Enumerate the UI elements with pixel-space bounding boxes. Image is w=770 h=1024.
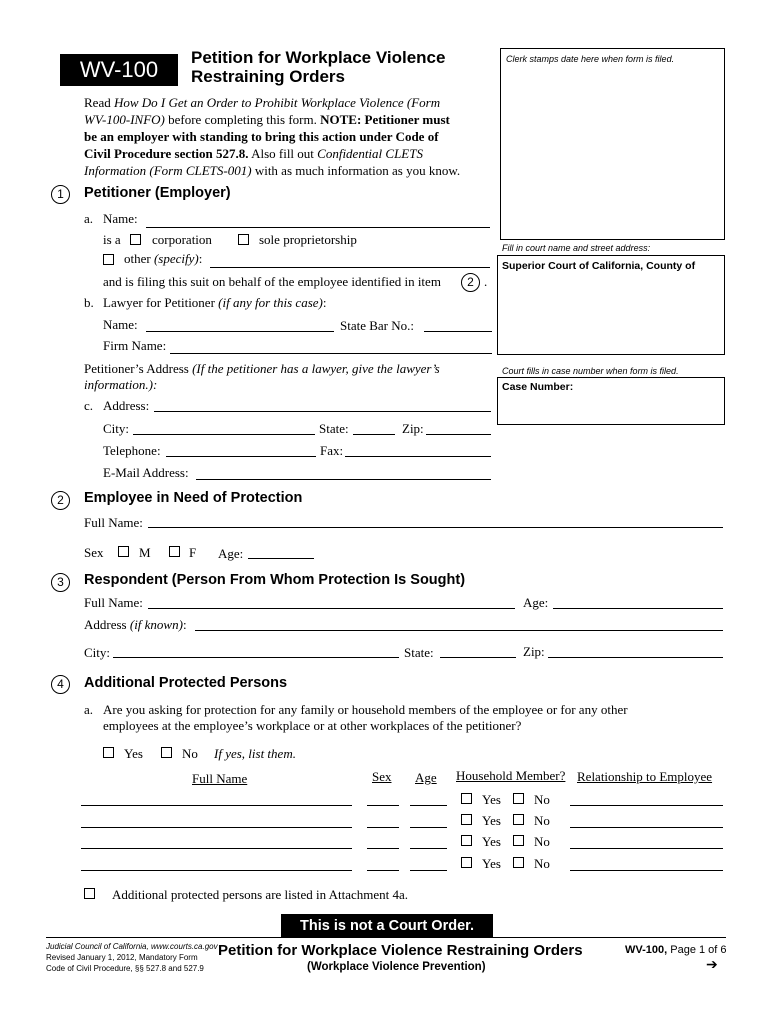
s4-attachment-label: Additional protected persons are listed in Attachment 4a. xyxy=(112,887,409,902)
footer-council: Judicial Council of California, www.courts.ca.gov xyxy=(46,942,218,951)
s1-sole-proprietorship-checkbox[interactable] xyxy=(238,234,249,245)
s3-state-field[interactable] xyxy=(440,644,516,658)
s4-row-name-field[interactable] xyxy=(81,857,352,871)
s1-address-field[interactable] xyxy=(154,398,491,412)
s1-email-field[interactable] xyxy=(196,466,491,480)
court-name-label: Superior Court of California, County of xyxy=(502,260,696,272)
s4-no-checkbox[interactable] xyxy=(161,747,172,758)
s4-row-yes-checkbox[interactable] xyxy=(461,793,472,804)
s4-row-yes-checkbox[interactable] xyxy=(461,835,472,846)
s4-row-yes-label: Yes xyxy=(482,834,501,849)
form-title-line2: Restraining Orders xyxy=(191,67,345,86)
s4-no-label: No xyxy=(182,746,198,761)
s1-fax-field[interactable] xyxy=(345,443,491,457)
s4-col-relationship: Relationship to Employee xyxy=(577,769,713,784)
s4-row-no-label: No xyxy=(534,792,550,807)
s3-city-field[interactable] xyxy=(113,644,399,658)
section3-title: Respondent (Person From Whom Protection Is Sought) xyxy=(84,572,466,588)
form-id-badge: WV-100 xyxy=(60,54,178,86)
section2-title: Employee in Need of Protection xyxy=(84,490,303,506)
s4-attachment-checkbox[interactable] xyxy=(84,888,95,899)
s1-address-intro-line1: Petitioner’s Address (If the petitioner has a lawyer, give the lawyer’s xyxy=(84,361,440,376)
next-page-arrow-icon[interactable]: ➔ xyxy=(706,956,718,972)
s3-state-label: State: xyxy=(404,645,434,660)
s1-telephone-field[interactable] xyxy=(166,443,316,457)
s4-row-name-field[interactable] xyxy=(81,792,352,806)
s1-name-field[interactable] xyxy=(146,214,490,228)
s3-age-field[interactable] xyxy=(553,595,723,609)
s1-name-label: Name: xyxy=(103,211,138,226)
s4-row-sex-field[interactable] xyxy=(367,835,399,849)
s1-lawyer-name-field[interactable] xyxy=(146,318,334,332)
s2-full-name-label: Full Name: xyxy=(84,515,143,530)
intro-line5: Information (Form CLETS-001) with as much information as you know. xyxy=(84,163,461,178)
s4-row-no-checkbox[interactable] xyxy=(513,814,524,825)
s1-firm-name-field[interactable] xyxy=(170,340,492,354)
s4-question-line2: employees at the employee’s workplace or at other workplaces of the petitioner? xyxy=(103,718,522,733)
s1-lawyer-label: Lawyer for Petitioner (if any for this case): xyxy=(103,295,327,310)
s4-row-name-field[interactable] xyxy=(81,835,352,849)
s4-row-yes-checkbox[interactable] xyxy=(461,814,472,825)
s2-full-name-field[interactable] xyxy=(148,514,723,528)
s1-state-field[interactable] xyxy=(353,421,395,435)
s1-other-label: other (specify): xyxy=(124,251,203,266)
s3-zip-field[interactable] xyxy=(548,644,723,658)
section1-number: 1 xyxy=(51,185,70,204)
intro-line4: Civil Procedure section 527.8. Also fill out Confidential CLETS xyxy=(84,146,423,161)
s3-full-name-field[interactable] xyxy=(148,595,515,609)
footer-revised: Revised January 1, 2012, Mandatory Form xyxy=(46,953,198,962)
s4-row-yes-checkbox[interactable] xyxy=(461,857,472,868)
s1-zip-label: Zip: xyxy=(402,421,424,436)
s4-question-line1: Are you asking for protection for any family or household members of the employee or for any other xyxy=(103,702,628,717)
section2-number: 2 xyxy=(51,491,70,510)
case-number-label: Case Number: xyxy=(502,381,574,393)
s4-row-sex-field[interactable] xyxy=(367,814,399,828)
s3-address-field[interactable] xyxy=(195,617,723,631)
s4-row-no-label: No xyxy=(534,813,550,828)
s4-row-no-label: No xyxy=(534,834,550,849)
s4-row-no-label: No xyxy=(534,856,550,871)
court-name-hint: Fill in court name and street address: xyxy=(502,243,651,253)
footer-subtitle: (Workplace Violence Prevention) xyxy=(307,961,486,973)
s4-col-household: Household Member? xyxy=(456,768,566,783)
s2-age-label: Age: xyxy=(218,546,244,561)
clerk-stamp-box xyxy=(500,48,725,240)
s1-corporation-checkbox[interactable] xyxy=(130,234,141,245)
s2-male-label: M xyxy=(139,545,151,560)
s4-if-yes: If yes, list them. xyxy=(214,746,296,761)
s2-female-label: F xyxy=(189,545,197,560)
s4-row-no-checkbox[interactable] xyxy=(513,835,524,846)
s4-row-relationship-field[interactable] xyxy=(570,857,723,871)
s1-telephone-label: Telephone: xyxy=(103,443,161,458)
footer-code: Code of Civil Procedure, §§ 527.8 and 527.9 xyxy=(46,964,204,973)
s2-female-checkbox[interactable] xyxy=(169,546,180,557)
s4-row-sex-field[interactable] xyxy=(367,857,399,871)
s4-row-no-checkbox[interactable] xyxy=(513,857,524,868)
s4-col-age: Age xyxy=(415,770,437,785)
s1-address-label: Address: xyxy=(103,398,150,413)
section4-number: 4 xyxy=(51,675,70,694)
s1-address-intro-line2: information.): xyxy=(84,377,158,392)
s4-yes-label: Yes xyxy=(124,746,143,761)
s4-row-relationship-field[interactable] xyxy=(570,792,723,806)
s4-row-yes-label: Yes xyxy=(482,813,501,828)
case-number-hint: Court fills in case number when form is filed. xyxy=(502,366,679,376)
s4-row-relationship-field[interactable] xyxy=(570,835,723,849)
s3-zip-label: Zip: xyxy=(523,644,545,659)
s1a-label: a. xyxy=(84,211,94,226)
s4-yes-checkbox[interactable] xyxy=(103,747,114,758)
s1-corporation-label: corporation xyxy=(152,232,212,247)
s1-sole-proprietorship-label: sole proprietorship xyxy=(259,232,357,247)
clerk-stamp-hint: Clerk stamps date here when form is filed. xyxy=(506,54,675,64)
s1-filing-text: and is filing this suit on behalf of the employee identified in item xyxy=(103,274,441,289)
s1-firm-name-label: Firm Name: xyxy=(103,338,167,353)
footer-page: WV-100, Page 1 of 6 xyxy=(625,944,727,956)
s4a-label: a. xyxy=(84,702,94,717)
s1-other-checkbox[interactable] xyxy=(103,254,114,265)
footer-title: Petition for Workplace Violence Restraining Orders xyxy=(218,942,583,959)
footer-rule xyxy=(46,937,726,938)
s2-age-field[interactable] xyxy=(248,545,314,559)
s4-row-relationship-field[interactable] xyxy=(570,814,723,828)
s4-col-full-name: Full Name xyxy=(192,771,248,786)
s1-state-bar-label: State Bar No.: xyxy=(340,318,415,333)
s1-lawyer-name-label: Name: xyxy=(103,317,138,332)
intro-line1: Read How Do I Get an Order to Prohibit Workplace Violence (Form xyxy=(84,95,441,110)
s1b-label: b. xyxy=(84,295,94,310)
s2-male-checkbox[interactable] xyxy=(118,546,129,557)
s3-age-label: Age: xyxy=(523,595,549,610)
s4-col-sex: Sex xyxy=(372,769,392,784)
s4-row-name-field[interactable] xyxy=(81,814,352,828)
s1-is-a: is a xyxy=(103,232,121,247)
s1-item-ref: 2 xyxy=(461,273,480,292)
s1-email-label: E-Mail Address: xyxy=(103,465,189,480)
intro-line2: WV-100-INFO) before completing this form. NOTE: Petitioner must xyxy=(84,112,450,127)
intro-line3: be an employer with standing to bring this action under Code of xyxy=(84,129,439,144)
section4-title: Additional Protected Persons xyxy=(84,675,288,691)
form-title-line1: Petition for Workplace Violence xyxy=(191,48,446,67)
section1-title: Petitioner (Employer) xyxy=(84,185,231,201)
section3-number: 3 xyxy=(51,573,70,592)
s1c-label: c. xyxy=(84,398,94,413)
s3-city-label: City: xyxy=(84,645,111,660)
s1-fax-label: Fax: xyxy=(320,443,344,458)
s1-filing-period: . xyxy=(484,274,488,289)
s4-row-age-field[interactable] xyxy=(410,857,447,871)
s1-zip-field[interactable] xyxy=(426,421,491,435)
s4-row-yes-label: Yes xyxy=(482,792,501,807)
not-court-order-banner: This is not a Court Order. xyxy=(281,914,493,938)
s4-row-sex-field[interactable] xyxy=(367,792,399,806)
s2-sex-label: Sex xyxy=(84,545,104,560)
s1-city-field[interactable] xyxy=(133,421,315,435)
s3-full-name-label: Full Name: xyxy=(84,595,143,610)
s4-row-no-checkbox[interactable] xyxy=(513,793,524,804)
s1-state-bar-field[interactable] xyxy=(424,318,492,332)
s1-other-field[interactable] xyxy=(210,254,490,268)
s4-row-yes-label: Yes xyxy=(482,856,501,871)
s1-state-label: State: xyxy=(319,421,349,436)
s4-row-age-field[interactable] xyxy=(410,814,447,828)
s4-row-age-field[interactable] xyxy=(410,835,447,849)
s1-city-label: City: xyxy=(103,421,130,436)
s4-row-age-field[interactable] xyxy=(410,792,447,806)
s3-address-label: Address (if known): xyxy=(84,617,187,632)
